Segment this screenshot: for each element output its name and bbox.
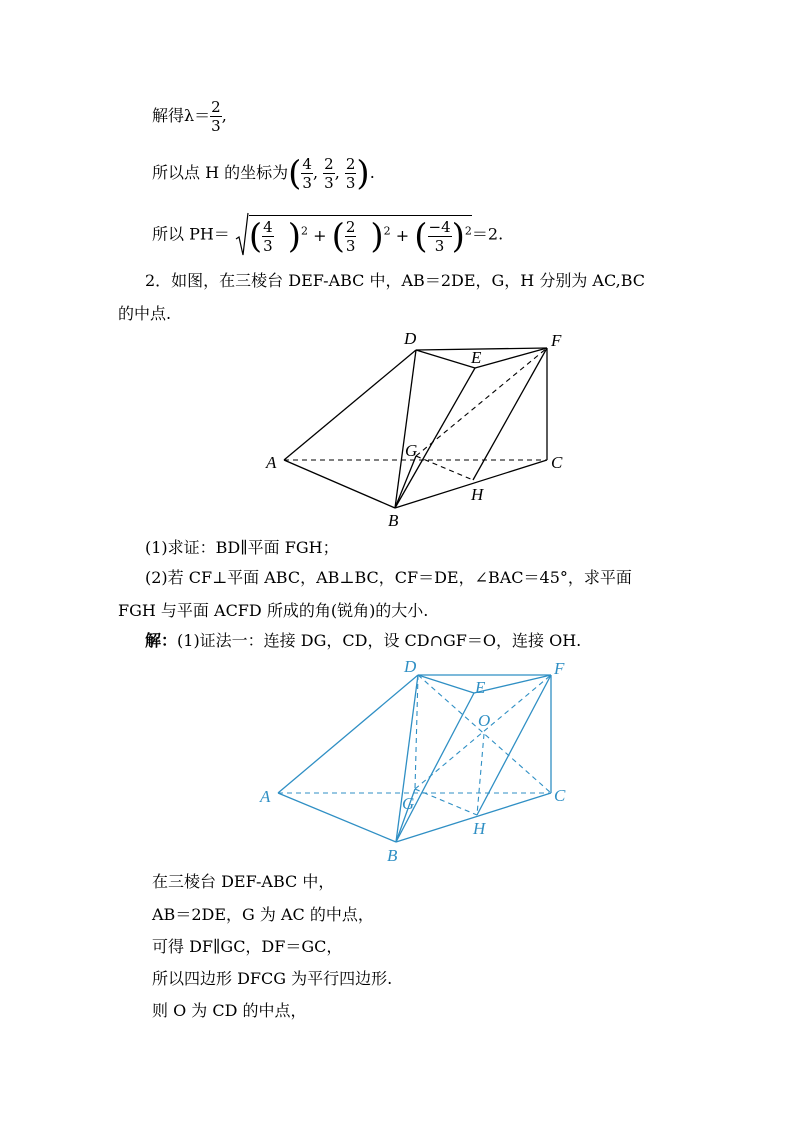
- problem-line-2: 的中点.: [118, 304, 172, 323]
- fig1-label-b: B: [388, 511, 399, 530]
- proof-line-2: AB＝2DE，G 为 AC 的中点，: [152, 905, 374, 924]
- term-1-fraction: $\frac{4}{3}$: [263, 218, 273, 255]
- fig1-label-g: G: [405, 441, 418, 460]
- question-2-line-1: (2)若 CF⊥平面 ABC，AB⊥BC，CF＝DE，∠BAC＝45°，求平面: [145, 568, 632, 587]
- figure1-dashed-edges: [284, 348, 547, 480]
- fig2-label-b: B: [387, 846, 398, 865]
- fig2-label-o: O: [478, 711, 491, 730]
- ph-result: ＝2.: [471, 224, 504, 244]
- figure2-dashed-edges: [278, 675, 551, 815]
- fig2-label-f: F: [554, 660, 565, 678]
- fig1-label-e: E: [471, 348, 482, 367]
- question-2-line-2: FGH 与平面 ACFD 所成的角(锐角)的大小.: [118, 601, 429, 620]
- solve-lambda-line: 解得λ＝ $\frac{2}{3}$ ,: [152, 98, 227, 135]
- lambda-fraction: $\frac{2}{3}$: [211, 98, 221, 135]
- fig2-label-g: G: [402, 794, 415, 813]
- fig2-label-c: C: [554, 786, 566, 805]
- fig1-label-h: H: [471, 485, 484, 504]
- solve-lambda-text: 解得λ＝: [152, 106, 211, 125]
- point-h-coordinate-line: 所以点 H 的坐标为( $\frac{4}{3}$ , $\frac{2}{3}$ , $\frac{2}{3}$ ).: [152, 153, 375, 194]
- frustum-figure: [264, 330, 564, 530]
- proof-line-3: 可得 DF∥GC，DF＝GC，: [152, 937, 343, 956]
- coord-x: $\frac{4}{3}$: [302, 155, 312, 192]
- sqrt-sign: [235, 211, 249, 257]
- ph-prefix: 所以 PH＝: [152, 224, 230, 244]
- fig2-label-a: A: [260, 787, 271, 806]
- problem-line-1: 2．如图，在三棱台 DEF-ABC 中，AB＝2DE，G，H 分别为 AC,BC: [145, 271, 646, 290]
- frustum-figure-auxiliary: [258, 660, 568, 870]
- term-2-fraction: $\frac{2}{3}$: [345, 218, 356, 255]
- figure1-solid-edges: [284, 348, 547, 508]
- proof-line-4: 所以四边形 DFCG 为平行四边形.: [152, 969, 393, 988]
- question-1: (1)求证：BD∥平面 FGH；: [145, 538, 339, 557]
- fig2-label-h: H: [473, 819, 486, 838]
- proof-line-5: 则 O 为 CD 的中点，: [152, 1001, 307, 1020]
- coord-z: $\frac{2}{3}$: [345, 155, 356, 192]
- solution-line-1: 解：(1)证法一：连接 DG，CD，设 CD∩GF＝O，连接 OH.: [145, 631, 582, 650]
- fig2-label-e: E: [475, 678, 486, 697]
- fig2-label-d: D: [404, 660, 417, 676]
- ph-length-line: [152, 215, 503, 255]
- term-3-fraction: $\frac{-4}{3}$: [428, 218, 451, 255]
- fig1-label-c: C: [551, 453, 563, 472]
- point-h-prefix: 所以点 H 的坐标为: [152, 163, 289, 182]
- figure2-solid-edges: [278, 675, 551, 842]
- solution-label: 解：: [145, 631, 178, 650]
- fig1-label-a: A: [266, 453, 277, 472]
- sqrt-expression: ( $\frac{4}{3}$ )$^2$ + ( $\frac{2}{3}$ )$^2$ + ( $\frac{-4}{3}$ )$^2$: [235, 215, 472, 255]
- coord-y: $\frac{2}{3}$: [324, 155, 334, 192]
- fig1-label-f: F: [551, 331, 562, 350]
- proof-line-1: 在三棱台 DEF-ABC 中，: [152, 872, 335, 891]
- fig1-label-d: D: [404, 330, 417, 348]
